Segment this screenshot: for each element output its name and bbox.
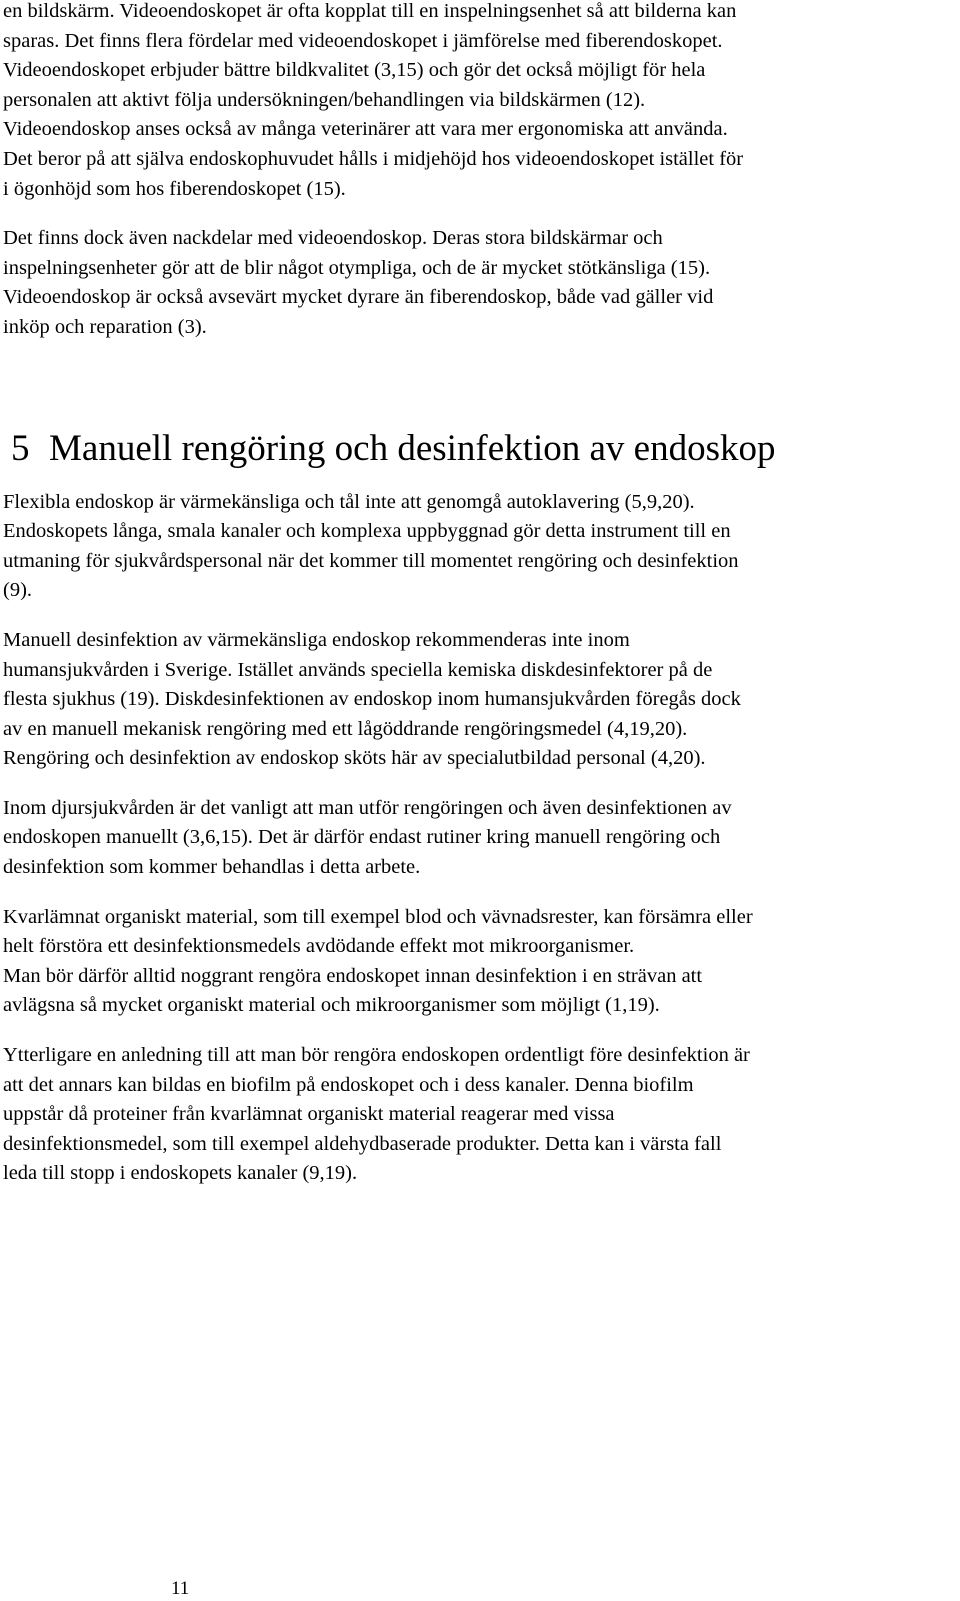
section-spacer xyxy=(3,343,953,427)
text-line: uppstår då proteiner från kvarlämnat organiskt material reagerar med vissa xyxy=(3,1103,615,1126)
text-line: humansjukvården i Sverige. Istället används speciella kemiska diskdesinfektorer på de xyxy=(3,658,713,681)
paragraph-videoendoskop-disadvantages xyxy=(3,224,953,342)
text-line: Man bör därför alltid noggrant rengöra endoskopet innan desinfektion i en strävan att xyxy=(3,964,703,987)
paragraph-videoendoskop-advantages xyxy=(3,0,953,204)
text-line: Videoendoskop är också avsevärt mycket dyrare än fiberendoskop, både vad gäller vid xyxy=(3,286,714,309)
paragraph-human-healthcare xyxy=(3,626,953,774)
text-line: en bildskärm. Videoendoskopet är ofta kopplat till en inspelningsenhet så att bilderna kan xyxy=(3,0,737,22)
text-line: endoskopen manuellt (3,6,15). Det är därför endast rutiner kring manuell rengöring och xyxy=(3,826,721,849)
section-number: 5 xyxy=(11,427,30,469)
paragraph-spacer xyxy=(3,883,953,903)
text-line: Flexibla endoskop är värmekänsliga och tål inte att genomgå autoklavering (5,9,20). xyxy=(3,490,695,513)
text-line: inspelningsenheter gör att de blir något otympliga, och de är mycket stötkänsliga (15). xyxy=(3,256,711,279)
text-line: Det beror på att själva endoskophuvudet hålls i midjehöjd hos videoendoskopet istället för xyxy=(3,147,744,170)
text-line: av en manuell mekanisk rengöring med ett lågöddrande rengöringsmedel (4,19,20). xyxy=(3,717,688,740)
text-line: (9). xyxy=(3,579,33,602)
text-line: Videoendoskopet erbjuder bättre bildkvalitet (3,15) och gör det också möjligt för hela xyxy=(3,59,706,82)
section-title: Manuell rengöring och desinfektion av endoskop xyxy=(49,427,776,469)
text-line: desinfektionsmedel, som till exempel aldehydbaserade produkter. Detta kan i värsta fall xyxy=(3,1132,722,1155)
text-line: Manuell desinfektion av värmekänsliga endoskop rekommenderas inte inom xyxy=(3,628,630,651)
paragraph-organic-material xyxy=(3,903,953,1021)
paragraph-veterinary-care xyxy=(3,794,953,883)
paragraph-biofilm xyxy=(3,1041,953,1189)
paragraph-spacer xyxy=(3,204,953,224)
paragraph-spacer xyxy=(3,1021,953,1041)
paragraph-spacer xyxy=(3,774,953,794)
paragraph-heat-sensitive xyxy=(3,488,953,606)
text-line: Inom djursjukvården är det vanligt att man utför rengöringen och även desinfektionen av xyxy=(3,796,732,819)
text-line: Videoendoskop anses också av många veterinärer att vara mer ergonomiska att använda. xyxy=(3,118,728,141)
text-line: sparas. Det finns flera fördelar med videoendoskopet i jämförelse med fiberendoskopet. xyxy=(3,29,723,52)
text-line: i ögonhöjd som hos fiberendoskopet (15). xyxy=(3,177,346,200)
text-line: inköp och reparation (3). xyxy=(3,315,207,338)
text-line: Rengöring och desinfektion av endoskop sköts här av specialutbildad personal (4,20). xyxy=(3,747,706,770)
text-line: helt förstöra ett desinfektionsmedels avdödande effekt mot mikroorganismer. xyxy=(3,935,635,958)
text-line: Kvarlämnat organiskt material, som till exempel blod och vävnadsrester, kan försämra eller xyxy=(3,905,753,928)
document-page xyxy=(3,0,953,1189)
text-line: leda till stopp i endoskopets kanaler (9,19). xyxy=(3,1162,358,1185)
text-line: Det finns dock även nackdelar med videoendoskop. Deras stora bildskärmar och xyxy=(3,227,663,250)
text-line: att det annars kan bildas en biofilm på endoskopet och i dess kanaler. Denna biofilm xyxy=(3,1073,694,1096)
text-line: desinfektion som kommer behandlas i detta arbete. xyxy=(3,856,421,879)
text-line: utmaning för sjukvårdspersonal när det kommer till momentet rengöring och desinfektion xyxy=(3,549,739,572)
section-heading xyxy=(3,427,953,471)
text-line: personalen att aktivt följa undersökningen/behandlingen via bildskärmen (12). xyxy=(3,88,646,111)
text-line: flesta sjukhus (19). Diskdesinfektionen av endoskop inom humansjukvården föregås dock xyxy=(3,688,741,711)
paragraph-spacer xyxy=(3,606,953,626)
page-number: 11 xyxy=(171,1578,190,1599)
text-line: avlägsna så mycket organiskt material och mikroorganismer som möjligt (1,19). xyxy=(3,994,660,1017)
text-line: Ytterligare en anledning till att man bör rengöra endoskopen ordentligt före desinfektion är xyxy=(3,1044,750,1067)
heading-spacer xyxy=(3,471,953,488)
text-line: Endoskopets långa, smala kanaler och komplexa uppbyggnad gör detta instrument till en xyxy=(3,520,731,543)
